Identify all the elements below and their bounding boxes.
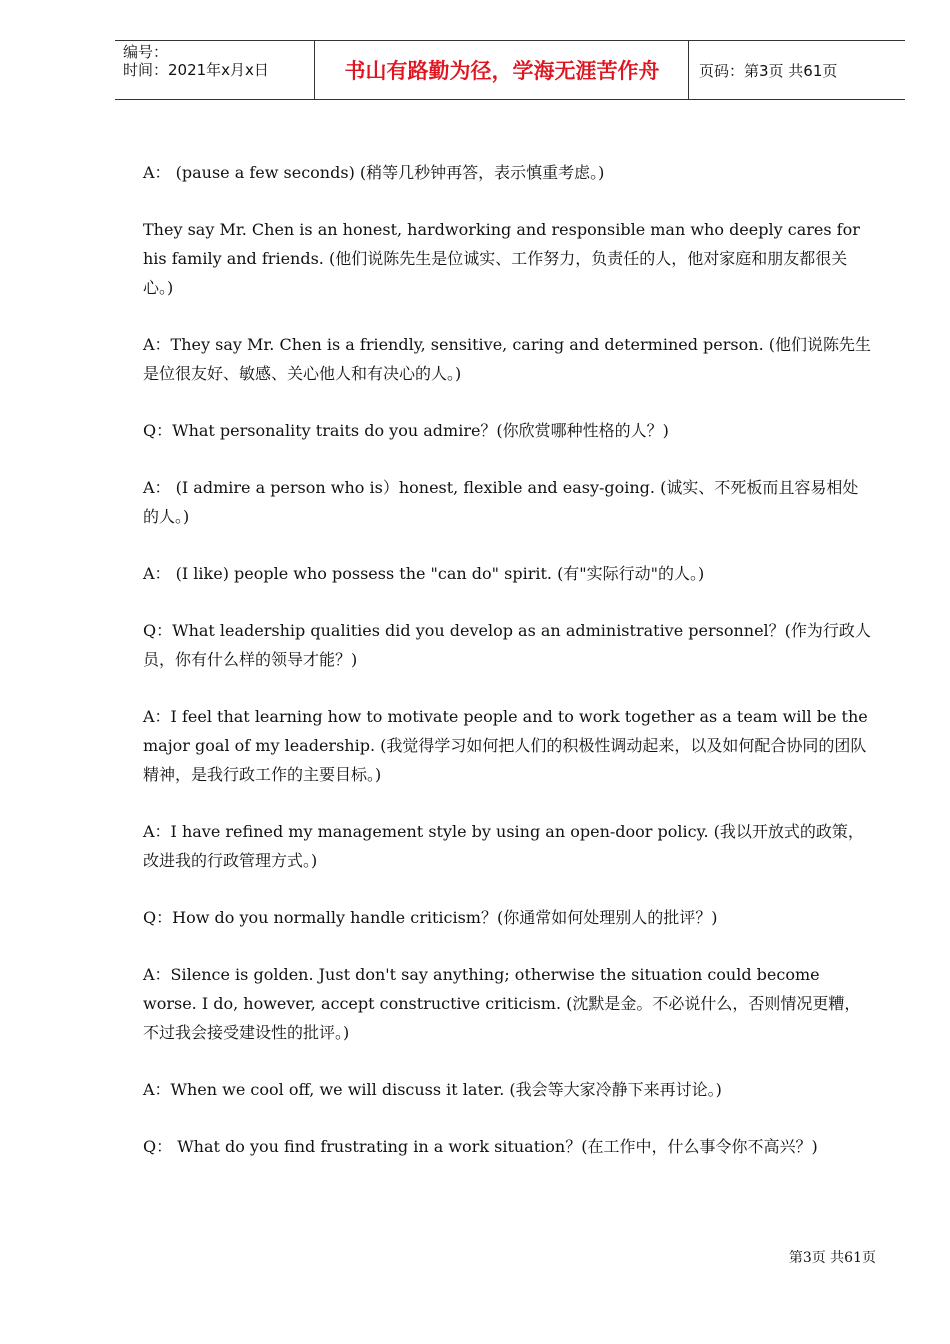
paragraph: Q： What do you find frustrating in a work situation？(在工作中，什么事令你不高兴？)	[143, 1137, 818, 1156]
code-label: 编号：	[123, 43, 169, 61]
paragraph: A： (I like) people who possess the "can do" spirit. (有"实际行动"的人。)	[143, 564, 705, 583]
paragraph: Q：How do you normally handle criticism？(你通常如何处理别人的批评？)	[143, 908, 718, 927]
paragraph: A：I feel that learning how to motivate people and to work together as a team will be the major goal of my leadership. (我觉得学习如何把人们的积极性调动起来，以及如何配合协同的团队精神，是我行政工作的主要目标。)	[143, 707, 868, 784]
paragraph: Q：What personality traits do you admire？(你欣赏哪种性格的人？)	[143, 421, 669, 440]
paragraph: A：Silence is golden. Just don't say anything; otherwise the situation could become worse. I do, however, accept constructive criticism. (沈默是金。不必说什么，否则情况更糟，不过我会接受建设性的批评。)	[143, 965, 861, 1042]
document-body	[143, 158, 873, 1189]
paragraph: A： (I admire a person who is）honest, flexible and easy-going. (诚实、不死板而且容易相处的人。)	[143, 478, 859, 526]
date-label: 时间：2021年x月x日	[123, 61, 269, 79]
page-footer: 第3页 共61页	[788, 1250, 876, 1266]
page-header	[115, 40, 905, 100]
paragraph: Q：What leadership qualities did you develop as an administrative personnel？(作为行政人员，你有什么样的领导才能？)	[143, 621, 871, 669]
paragraph: A：I have refined my management style by using an open-door policy. (我以开放式的政策，改进我的行政管理方式。)	[143, 822, 864, 870]
paragraph: A： (pause a few seconds) (稍等几秒钟再答，表示慎重考虑。)	[143, 163, 605, 182]
paragraph: They say Mr. Chen is an honest, hardworking and responsible man who deeply cares for his family and friends. (他们说陈先生是位诚实、工作努力，负责任的人，他对家庭和朋友都很关心。)	[143, 220, 860, 297]
paragraph: A：They say Mr. Chen is a friendly, sensitive, caring and determined person. (他们说陈先生是位很友好、敏感、关心他人和有决心的人。)	[143, 335, 871, 383]
paragraph: A：When we cool off, we will discuss it later. (我会等大家冷静下来再讨论。)	[143, 1080, 722, 1099]
header-meta	[115, 41, 315, 99]
header-page-info: 页码：第3页 共61页	[699, 61, 838, 80]
header-motto: 书山有路勤为径，学海无涯苦作舟	[316, 41, 689, 99]
